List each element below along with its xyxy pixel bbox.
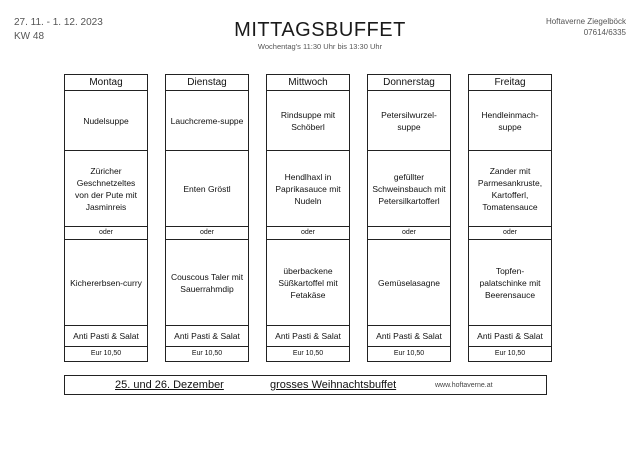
restaurant-name: Hoftaverne Ziegelböck (545, 17, 626, 26)
day-column-friday (468, 74, 552, 362)
title-block (0, 18, 640, 51)
side-dish: Anti Pasti & Salat (166, 326, 248, 347)
side-dish: Anti Pasti & Salat (267, 326, 349, 347)
header-right (546, 16, 626, 38)
or-label: oder (368, 227, 450, 240)
side-dish: Anti Pasti & Salat (368, 326, 450, 347)
main-dish: gefüllter Schweinsbauch mit Petersilkartofferl (368, 151, 450, 227)
day-name: Montag (65, 75, 147, 91)
day-name: Donnerstag (368, 75, 450, 91)
soup: Lauchcreme-suppe (166, 91, 248, 151)
side-dish: Anti Pasti & Salat (65, 326, 147, 347)
christmas-dates: 25. und 26. Dezember (115, 379, 224, 391)
alternative-dish: Kichererbsen-curry (65, 240, 147, 326)
day-column-tuesday (165, 74, 249, 362)
day-column-monday (64, 74, 148, 362)
opening-hours: Wochentag's 11:30 Uhr bis 13:30 Uhr (257, 42, 383, 51)
main-dish: Zander mit Parmesankruste, Kartofferl, Tomatensauce (469, 151, 551, 227)
price: Eur 10,50 (393, 350, 425, 357)
website-link[interactable]: www.hoftaverne.at (435, 382, 493, 389)
alternative-dish: Gemüselasagne (368, 240, 450, 326)
alternative-dish: Topfen-palatschinke mit Beerensauce (469, 240, 551, 326)
price: Eur 10,50 (90, 350, 122, 357)
soup: Hendleinmach-suppe (469, 91, 551, 151)
day-name: Mittwoch (267, 75, 349, 91)
or-label: oder (267, 227, 349, 240)
phone-number: 07614/6335 (583, 28, 626, 37)
day-column-thursday (367, 74, 451, 362)
christmas-buffet-banner (64, 375, 547, 395)
date-range: 27. 11. - 1. 12. 2023 (14, 17, 103, 28)
soup: Petersilwurzel-suppe (368, 91, 450, 151)
side-dish: Anti Pasti & Salat (469, 326, 551, 347)
price: Eur 10,50 (191, 350, 223, 357)
price: Eur 10,50 (494, 350, 526, 357)
main-dish: Enten Gröstl (166, 151, 248, 227)
page-title: MITTAGSBUFFET (234, 19, 406, 41)
day-name: Dienstag (166, 75, 248, 91)
alternative-dish: Couscous Taler mit Sauerrahmdip (166, 240, 248, 326)
price: Eur 10,50 (292, 350, 324, 357)
or-label: oder (469, 227, 551, 240)
alternative-dish: überbackene Süßkartoffel mit Fetakäse (267, 240, 349, 326)
christmas-event: grosses Weihnachtsbuffet (270, 379, 397, 391)
soup: Rindsuppe mit Schöberl (267, 91, 349, 151)
main-dish: Züricher Geschnetzeltes von der Pute mit Jasminreis (65, 151, 147, 227)
day-column-wednesday (266, 74, 350, 362)
or-label: oder (65, 227, 147, 240)
soup: Nudelsuppe (65, 91, 147, 151)
day-name: Freitag (469, 75, 551, 91)
or-label: oder (166, 227, 248, 240)
calendar-week: KW 48 (14, 31, 45, 42)
main-dish: Hendlhaxl in Paprikasauce mit Nudeln (267, 151, 349, 227)
